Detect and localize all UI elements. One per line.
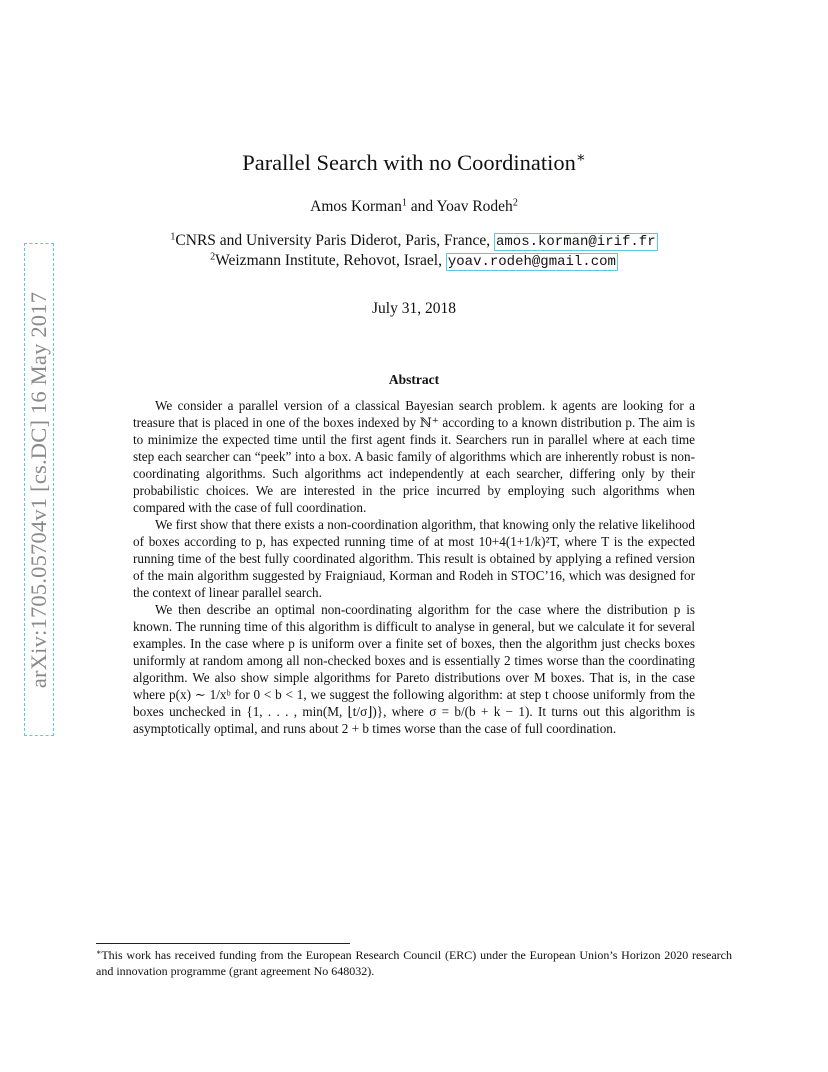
title-text: Parallel Search with no Coordination xyxy=(242,150,576,175)
abstract-paragraph-3: We then describe an optimal non-coordinating algorithm for the case where the distribution p is known. The running time of this algorithm is difficult to analyse in general, but we calculate it for several examples. In the case where p is uniform over a finite set of boxes, then the algorithm just checks boxes uniformly at random among all non-checked boxes and is essentially 2 times worse than the coordinating algorithm. We also show simple algorithms for Pareto distributions over M boxes. That is, in the case where p(x) ∼ 1/xᵇ for 0 < b < 1, we suggest the following algorithm: at step t choose uniformly from the boxes unchecked in {1, . . . , min(M, ⌊t/σ⌋)}, where σ = b/(b + k − 1). It turns out this algorithm is asymptotically optimal, and runs about 2 + b times worse than the case of full coordination. xyxy=(133,602,695,736)
abstract-heading: Abstract xyxy=(388,372,440,387)
email-link-korman[interactable]: amos.korman@irif.fr xyxy=(495,234,656,250)
abstract-paragraph-1: We consider a parallel version of a classical Bayesian search problem. k agents are looking for a treasure that is placed in one of the boxes indexed by ℕ⁺ according to a known distribution p. The aim is to minimize the expected time until the first agent finds it. Searchers run in parallel where at each time step each searcher can “peek” into a box. A basic family of algorithms which are inherently robust is non-coordinating algorithms. Such algorithms act independently at each searcher, differing only by their probabilistic choices. We are interested in the price incurred by employing such algorithms when compared with the case of full coordination. xyxy=(133,398,695,515)
affiliation-2-text: Weizmann Institute, Rehovot, Israel, xyxy=(215,252,446,269)
author-rodeh: Yoav Rodeh xyxy=(436,198,513,215)
author-korman-affil: 1 xyxy=(401,197,407,209)
title-footnote-mark: ∗ xyxy=(575,149,586,166)
affiliation-2-mark: 2 xyxy=(210,251,216,263)
footnote-mark: ∗ xyxy=(96,947,102,957)
arxiv-identifier-text: arXiv:1705.05704v1 [cs.DC] 16 May 2017 xyxy=(26,291,51,688)
author-rodeh-affil: 2 xyxy=(512,197,518,209)
abstract-paragraph-2: We first show that there exists a non-coordination algorithm, that knowing only the relative likelihood of boxes according to p, has expected running time of at most 10+4(1+1/k)²T, where T is the expected running time of the best fully coordinated algorithm. This result is obtained by applying a refined version of the main algorithm suggested by Fraigniaud, Korman and Rodeh in STOC’16, which was designed for the context of linear parallel search. xyxy=(133,517,695,600)
funding-footnote xyxy=(96,947,732,979)
affiliation-1-text: CNRS and University Paris Diderot, Paris, France, xyxy=(175,232,494,249)
affiliation-1-mark: 1 xyxy=(170,231,176,243)
footnote-text: This work has received funding from the European Research Council (ERC) under the European Union’s Horizon 2020 research and innovation programme (grant agreement No 648032). xyxy=(96,948,732,978)
author-korman: Amos Korman xyxy=(310,198,402,215)
abstract-body xyxy=(133,397,695,737)
author-line xyxy=(0,198,828,216)
paper-date: July 31, 2018 xyxy=(372,300,456,317)
affiliation-2 xyxy=(0,252,828,270)
footnote-rule xyxy=(96,943,350,944)
paper-title xyxy=(0,150,828,176)
email-link-rodeh[interactable]: yoav.rodeh@gmail.com xyxy=(447,254,616,270)
author-conjunction: and xyxy=(406,198,437,215)
affiliation-1 xyxy=(0,232,828,250)
